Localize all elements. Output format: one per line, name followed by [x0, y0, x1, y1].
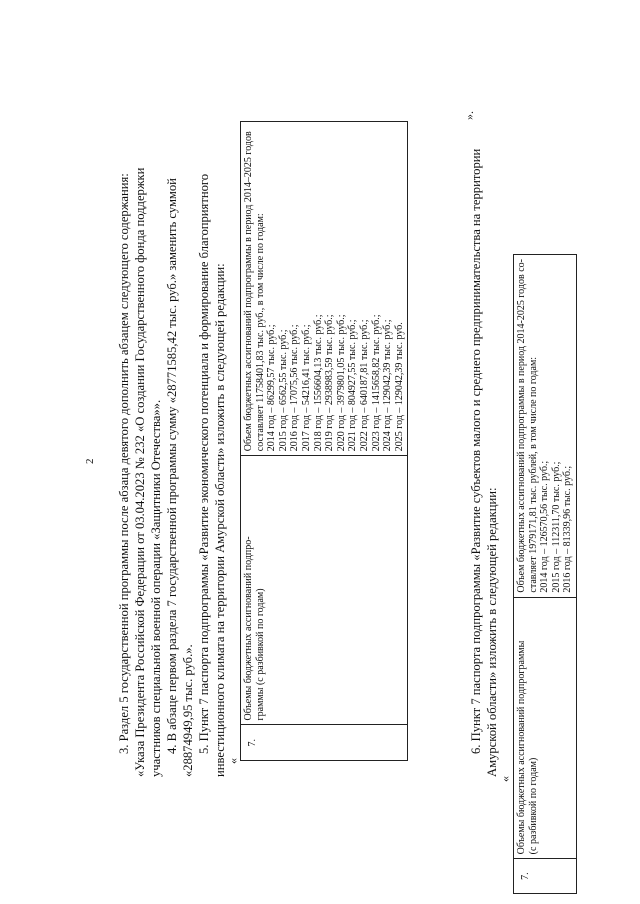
value-line: 2014 год – 126570,56 тыс. руб.; [539, 460, 551, 593]
value-line: составляет 11758401,83 тыс. руб., в том числе по годам: [254, 213, 266, 452]
value-line: 2016 год – 81339,96 тыс. руб.; [562, 465, 574, 593]
value-line: 2017 год – 54216,41 тыс. руб.; [300, 324, 312, 452]
table-row [514, 255, 577, 894]
quote-open-2: « [498, 776, 512, 782]
item-4-line-2: «28874949,95 тыс. руб.». [181, 644, 195, 777]
value-line: 2020 год – 3979801,05 тыс. руб.; [335, 314, 347, 452]
value-line: 2021 год – 804927,55 тыс. руб.; [347, 319, 359, 452]
value-line: 2025 год – 129042,39 тыс. руб. [393, 322, 405, 452]
quote-close-1: ». [462, 111, 476, 120]
row-label-line: Объемы бюджетных ассигнований подпро- [243, 536, 254, 721]
value-line: 2015 год – 6562,55 тыс. руб.; [277, 329, 289, 452]
row-label [241, 456, 408, 725]
value-line: 2024 год – 129042,39 тыс. руб.; [382, 319, 394, 452]
row-label-line: граммы (с разбивкой по годам) [254, 588, 266, 721]
row-value [241, 122, 408, 456]
item-4-line-1: 4. В абзаце первом раздела 7 государственной программы сумму «28771585,42 тыс. руб.» заменить суммой [165, 178, 179, 754]
item-6-line-1: 6. Пункт 7 паспорта подпрограммы «Развитие субъектов малого и среднего предпринимательства на территории [469, 148, 483, 754]
page-number: 2 [84, 458, 96, 464]
value-line: 2016 год – 17075,56 тыс. руб.; [289, 324, 301, 452]
row-label [514, 597, 577, 859]
row-number: 7. [241, 725, 408, 761]
value-line: Объем бюджетных ассигнований подпрограммы в период 2014-2025 годов со- [516, 259, 527, 593]
item-6-line-2: Амурской области» изложить в следующей редакции: [485, 487, 499, 777]
value-line: 2018 год – 1556604,13 тыс. руб.; [312, 314, 324, 452]
value-line: 2014 год – 86299,57 тыс. руб.; [266, 324, 278, 452]
item-5-line-1: 5. Пункт 7 паспорта подпрограммы «Развитие экономического потенциала и формирование благоприятного [197, 173, 211, 754]
value-line: Объем бюджетных ассигнований подпрограммы в период 2014–2025 годов [243, 131, 254, 452]
value-line: 2019 год – 2938983,59 тыс. руб.; [324, 314, 336, 452]
item-5-line-2: инвестиционного климата на территории Амурской области» изложить в следующей редакции: [213, 263, 227, 777]
quote-open-1: « [226, 758, 240, 764]
table-subprogram-economy [240, 121, 408, 761]
value-line: 2022 год – 640187,81 тыс. руб.; [358, 319, 370, 452]
row-label-line: (с разбивкой по годам) [527, 757, 539, 855]
table-subprogram-sme [513, 254, 577, 894]
value-line: 2023 год – 1415658,82 тыс. руб.; [370, 314, 382, 452]
item-3-line-1: 3. Раздел 5 государственной программы после абзаца девятого дополнить абзацем следующего содержания: [117, 173, 131, 754]
table-row [241, 122, 408, 761]
row-label-line: Объемы бюджетных ассигнований подпрограммы [516, 640, 527, 855]
row-value [514, 255, 577, 598]
value-line: 2015 год – 112311,70 тыс. руб.; [550, 461, 562, 593]
row-number: 7. [514, 859, 577, 894]
item-3-line-2: «Указа Президента Российской Федерации от 03.04.2023 № 232 «О создании Государственного фонда поддержки [133, 167, 147, 777]
value-line: ставляет 1979171,81 тыс. рублей, в том числе по годам: [527, 356, 539, 593]
item-3-line-3: участников специальной военной операции «Защитники Отечества»». [149, 399, 163, 777]
